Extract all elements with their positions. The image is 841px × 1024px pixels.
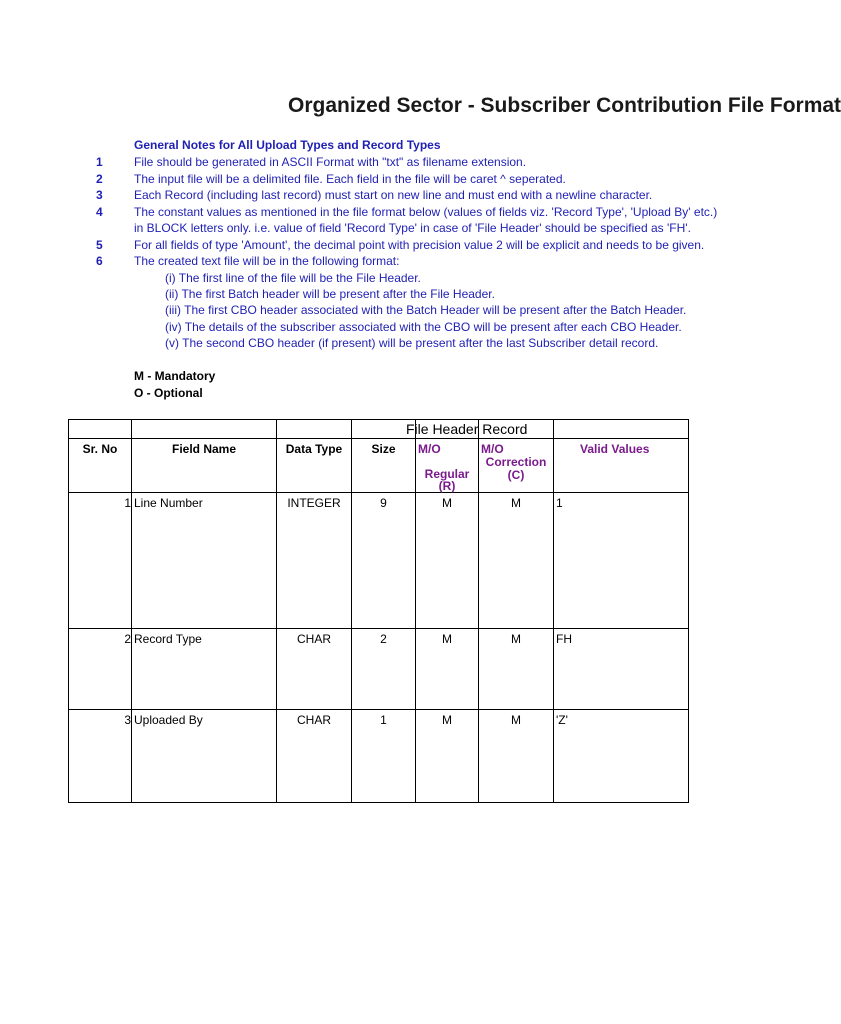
table-caption: File Header Record: [406, 421, 528, 437]
header-data-type: Data Type: [277, 439, 352, 493]
header-mo-correction: [479, 439, 554, 493]
note-text: The created text file will be in the following format:: [134, 254, 400, 268]
caption-cell: [132, 420, 277, 439]
header-mo-regular-top: M/O: [418, 442, 441, 456]
cell-data-type: CHAR: [277, 629, 352, 710]
cell-regular: M: [416, 629, 479, 710]
cell-size: 2: [352, 629, 416, 710]
cell-correction: M: [479, 710, 554, 803]
file-header-table: [68, 419, 689, 803]
header-mo-regular: [416, 439, 479, 493]
cell-data-type: CHAR: [277, 710, 352, 803]
cell-valid-values: 'Z': [554, 710, 689, 803]
cell-size: 9: [352, 493, 416, 629]
note-number: 1: [96, 155, 103, 169]
page-title: Organized Sector - Subscriber Contribution File Format: [288, 94, 841, 117]
note-text: The constant values as mentioned in the file format below (values of fields viz. 'Record Type', 'Upload By' etc.): [134, 205, 718, 219]
cell-sr-no: 2: [69, 629, 132, 710]
note-number: 5: [96, 238, 103, 252]
sub-note: (i) The first line of the file will be the File Header.: [165, 271, 421, 285]
note-text: The input file will be a delimited file. Each field in the file will be caret ^ seperated.: [134, 172, 566, 186]
cell-valid-values: 1: [554, 493, 689, 629]
table-row: [69, 629, 689, 710]
legend-optional: O - Optional: [134, 386, 203, 400]
caption-cell: [69, 420, 132, 439]
cell-regular: M: [416, 493, 479, 629]
note-number: 2: [96, 172, 103, 186]
note-number: 3: [96, 188, 103, 202]
sub-note: (iv) The details of the subscriber associated with the CBO will be present after each CBO Header.: [165, 320, 682, 334]
cell-sr-no: 3: [69, 710, 132, 803]
note-text: Each Record (including last record) must start on new line and must end with a newline character.: [134, 188, 653, 202]
caption-row: [69, 420, 689, 439]
header-mo-regular-bottom: Regular (R): [424, 467, 470, 493]
note-number: 6: [96, 254, 103, 268]
header-field-name: Field Name: [132, 439, 277, 493]
cell-size: 1: [352, 710, 416, 803]
note-text: For all fields of type 'Amount', the decimal point with precision value 2 will be explicit and needs to be given.: [134, 238, 705, 252]
cell-correction: M: [479, 629, 554, 710]
notes-heading: General Notes for All Upload Types and Record Types: [134, 138, 441, 152]
header-valid-values: Valid Values: [554, 439, 689, 493]
cell-regular: M: [416, 710, 479, 803]
table-row: [69, 493, 689, 629]
cell-sr-no: 1: [69, 493, 132, 629]
note-text: in BLOCK letters only. i.e. value of field 'Record Type' in case of 'File Header' should be specified as 'FH'.: [134, 221, 691, 235]
note-text: File should be generated in ASCII Format with "txt" as filename extension.: [134, 155, 527, 169]
table-row: [69, 710, 689, 803]
cell-field-name: Record Type: [132, 629, 277, 710]
sub-note: (v) The second CBO header (if present) will be present after the last Subscriber detail record.: [165, 336, 659, 350]
cell-data-type: INTEGER: [277, 493, 352, 629]
sub-note: (iii) The first CBO header associated with the Batch Header will be present after the Batch Header.: [165, 303, 687, 317]
legend-mandatory: M - Mandatory: [134, 369, 216, 383]
sub-note: (ii) The first Batch header will be present after the File Header.: [165, 287, 495, 301]
header-row: [69, 439, 689, 493]
caption-cell: [554, 420, 689, 439]
note-number: 4: [96, 205, 103, 219]
caption-cell: [277, 420, 352, 439]
cell-field-name: Line Number: [132, 493, 277, 629]
cell-field-name: Uploaded By: [132, 710, 277, 803]
header-mo-correction-top: M/O: [481, 442, 504, 456]
header-mo-correction-bottom: Correction (C): [485, 455, 547, 482]
cell-correction: M: [479, 493, 554, 629]
header-sr-no: Sr. No: [69, 439, 132, 493]
cell-valid-values: FH: [554, 629, 689, 710]
header-size: Size: [352, 439, 416, 493]
